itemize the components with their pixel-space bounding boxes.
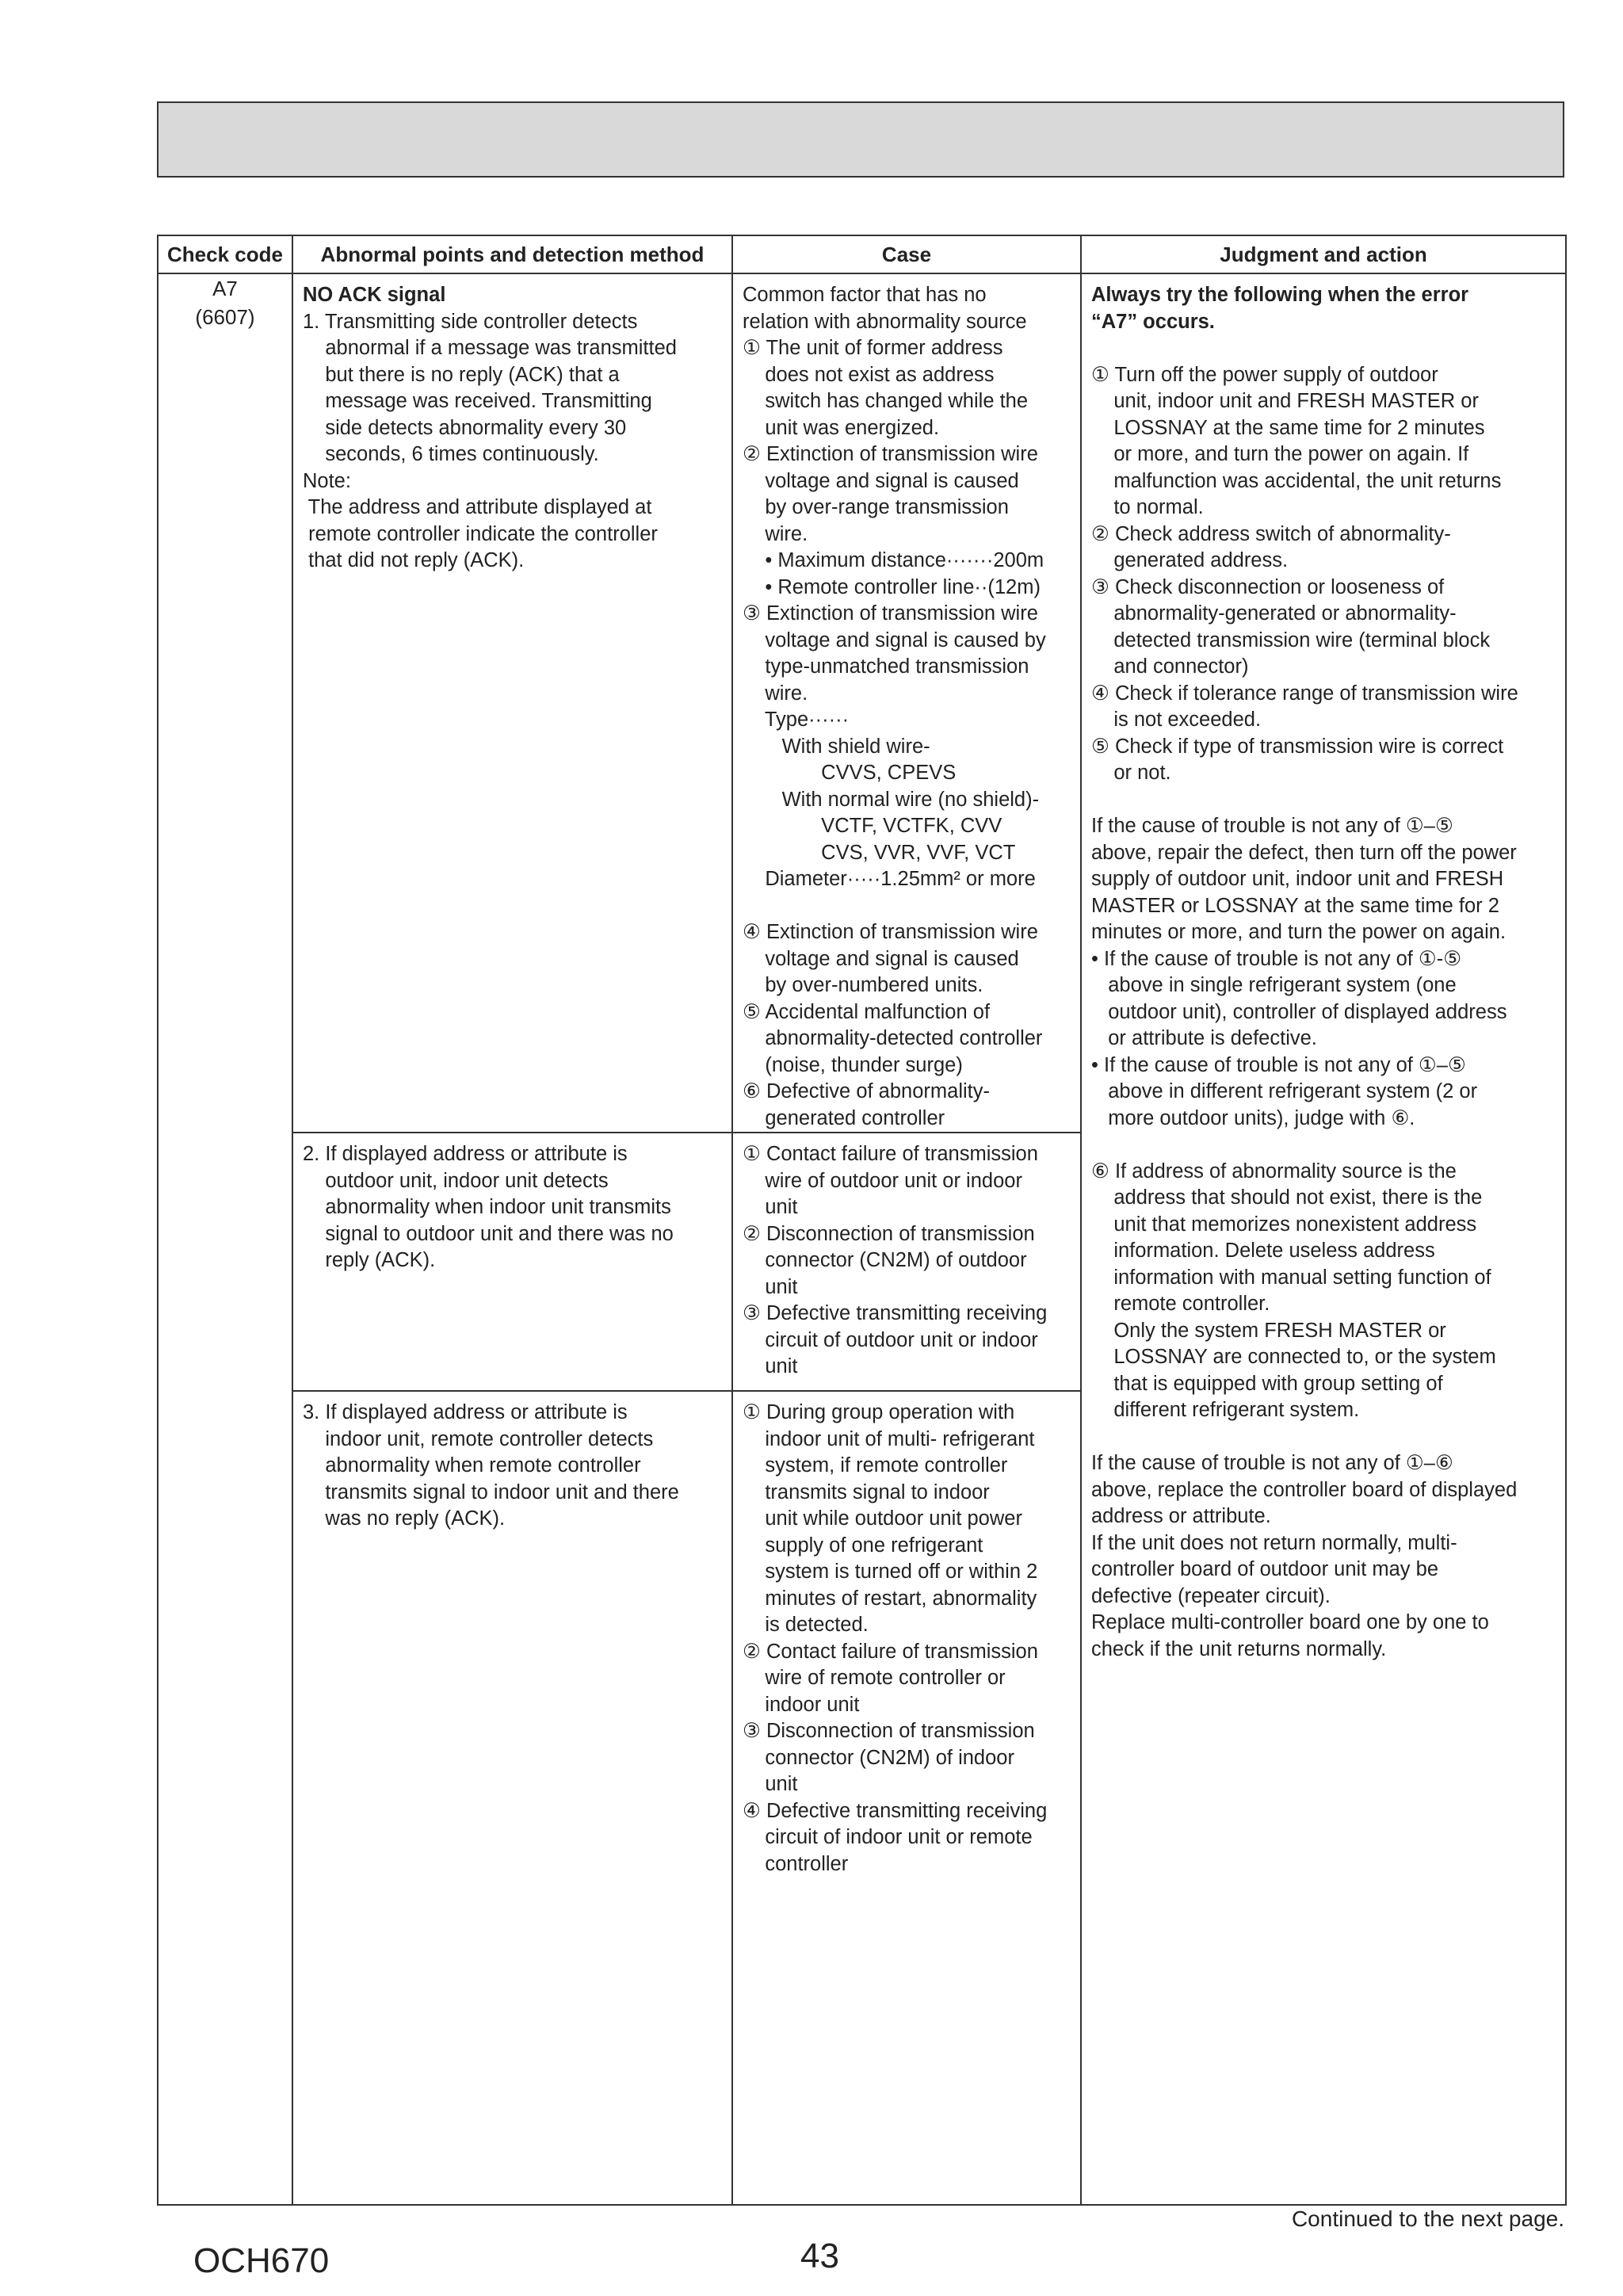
text-line: information with manual setting function of	[1091, 1266, 1491, 1289]
page-number: 43	[800, 2237, 839, 2275]
text-line: ④ Defective transmitting receiving	[743, 1799, 1048, 1822]
text-line: voltage and signal is caused	[743, 469, 1019, 492]
section-header-band	[157, 101, 1564, 178]
text-line: generated address.	[1091, 549, 1289, 571]
text-line: unit	[743, 1196, 798, 1218]
check-code-cell	[158, 273, 292, 2205]
text-line: does not exist as address	[743, 363, 995, 386]
text-line: unit that memorizes nonexistent address	[1091, 1213, 1477, 1236]
text-line	[743, 893, 1072, 920]
text-line: above in different refrigerant system (2 or	[1091, 1080, 1478, 1102]
case-block-1	[733, 274, 1080, 1132]
abnormal-cell-2	[292, 1133, 732, 1391]
text-line: CVS, VVR, VVF, VCT	[743, 841, 1016, 864]
header-case: Case	[732, 235, 1081, 273]
text-line: abnormal if a message was transmitted	[303, 337, 677, 359]
text-line: controller board of outdoor unit may be	[1091, 1558, 1439, 1580]
continued-note: Continued to the next page.	[1291, 2206, 1564, 2231]
text-line: reply (ACK).	[303, 1249, 436, 1271]
abnormal-cell-3	[292, 1391, 732, 2205]
text-line: or attribute is defective.	[1091, 1027, 1317, 1049]
text-line: “A7” occurs.	[1091, 310, 1215, 333]
text-line: seconds, 6 times continuously.	[303, 443, 599, 465]
abnormal-cell-1	[292, 273, 732, 1133]
text-line: unit, indoor unit and FRESH MASTER or	[1091, 390, 1479, 412]
text-line: circuit of outdoor unit or indoor	[743, 1328, 1038, 1351]
text-line: unit	[743, 1355, 798, 1377]
text-line: ② Check address switch of abnormality-	[1091, 522, 1451, 545]
text-line: system is turned off or within 2	[743, 1561, 1038, 1583]
case-cell-2	[732, 1133, 1081, 1391]
case-block-2	[733, 1133, 1080, 1381]
text-line: CVVS, CPEVS	[743, 762, 957, 784]
text-line: above, repair the defect, then turn off the power	[1091, 841, 1517, 864]
text-line: indoor unit	[743, 1693, 860, 1716]
text-line: ① The unit of former address	[743, 337, 1003, 359]
text-line: connector (CN2M) of indoor	[743, 1746, 1014, 1769]
text-line: ① Contact failure of transmission	[743, 1143, 1038, 1165]
text-line: system, if remote controller	[743, 1454, 1008, 1477]
text-line: outdoor unit), controller of displayed address	[1091, 1000, 1507, 1023]
text-line: ① During group operation with	[743, 1401, 1015, 1423]
text-line: switch has changed while the	[743, 390, 1029, 412]
case-cell-1	[732, 273, 1081, 1133]
text-line: • Maximum distance·······200m	[743, 549, 1044, 571]
text-line: unit was energized.	[743, 416, 940, 439]
text-line: voltage and signal is caused by	[743, 628, 1046, 651]
abnormal-block-1	[293, 274, 731, 575]
text-line: ⑥ If address of abnormality source is the	[1091, 1159, 1457, 1182]
text-line: Always try the following when the error	[1091, 284, 1469, 306]
judgment-block	[1082, 274, 1565, 1663]
text-line: circuit of indoor unit or remote	[743, 1826, 1033, 1848]
text-line: Only the system FRESH MASTER or	[1091, 1319, 1446, 1342]
abnormal-block-2	[293, 1133, 731, 1274]
error-code-table	[157, 235, 1567, 2206]
text-line: address or attribute.	[1091, 1505, 1271, 1527]
text-line: supply of outdoor unit, indoor unit and FRESH	[1091, 868, 1504, 890]
text-line: but there is no reply (ACK) that a	[303, 363, 620, 386]
text-line: transmits signal to indoor unit and there	[303, 1480, 679, 1503]
text-line: is not exceeded.	[1091, 709, 1262, 731]
text-line: 2. If displayed address or attribute is	[303, 1143, 628, 1165]
table-row	[158, 273, 1566, 1133]
text-line: ① Turn off the power supply of outdoor	[1091, 363, 1438, 386]
text-line: by over-range transmission	[743, 496, 1009, 518]
header-abnormal-points: Abnormal points and detection method	[292, 235, 732, 273]
text-line: malfunction was accidental, the unit returns	[1091, 469, 1502, 492]
text-line: If the unit does not return normally, multi-	[1091, 1531, 1457, 1554]
text-line: ④ Check if tolerance range of transmission wire	[1091, 682, 1518, 705]
text-line	[1091, 1424, 1557, 1451]
text-line: wire of remote controller or	[743, 1667, 1006, 1689]
text-line: minutes of restart, abnormality	[743, 1587, 1037, 1610]
text-line: was no reply (ACK).	[303, 1507, 506, 1530]
text-line: unit while outdoor unit power	[743, 1507, 1022, 1530]
text-line: transmits signal to indoor	[743, 1480, 990, 1503]
text-line: by over-numbered units.	[743, 974, 983, 996]
text-line: With shield wire-	[743, 735, 930, 758]
text-line: minutes or more, and turn the power on again.	[1091, 921, 1507, 943]
text-line: outdoor unit, indoor unit detects	[303, 1169, 609, 1192]
text-line: abnormality-generated or abnormality-	[1091, 602, 1457, 625]
text-line: (noise, thunder surge)	[743, 1053, 963, 1076]
text-line: abnormality when indoor unit transmits	[303, 1196, 671, 1218]
text-line: ③ Extinction of transmission wire	[743, 602, 1038, 625]
text-line: LOSSNAY at the same time for 2 minutes	[1091, 416, 1485, 439]
text-line: and connector)	[1091, 655, 1249, 678]
text-line: remote controller.	[1091, 1293, 1270, 1315]
text-line: generated controller	[743, 1106, 945, 1129]
text-line: • Remote controller line··(12m)	[743, 575, 1041, 598]
text-line: wire of outdoor unit or indoor	[743, 1169, 1022, 1192]
text-line: Common factor that has no	[743, 284, 987, 306]
text-line: information. Delete useless address	[1091, 1240, 1435, 1262]
text-line	[1091, 335, 1557, 362]
check-code-number: (6607)	[195, 305, 255, 329]
text-line: or not.	[1091, 762, 1171, 784]
text-line: to normal.	[1091, 496, 1204, 518]
text-line: ⑤ Check if type of transmission wire is correct	[1091, 735, 1504, 758]
text-line: check if the unit returns normally.	[1091, 1637, 1387, 1660]
text-line: side detects abnormality every 30	[303, 416, 627, 439]
text-line: detected transmission wire (terminal block	[1091, 628, 1491, 651]
text-line: is detected.	[743, 1614, 869, 1636]
text-line: ③ Check disconnection or looseness of	[1091, 575, 1445, 598]
text-line: indoor unit of multi- refrigerant	[743, 1427, 1035, 1450]
text-line: signal to outdoor unit and there was no	[303, 1222, 674, 1245]
text-line: controller	[743, 1852, 849, 1875]
text-line	[1091, 1132, 1557, 1159]
text-line: Diameter·····1.25mm² or more	[743, 868, 1036, 890]
judgment-body	[1091, 335, 1557, 1663]
text-line: MASTER or LOSSNAY at the same time for 2	[1091, 894, 1499, 917]
text-line: abnormality-detected controller	[743, 1027, 1043, 1049]
text-line: VCTF, VCTFK, CVV	[743, 815, 1002, 837]
text-line: ⑥ Defective of abnormality-	[743, 1080, 990, 1102]
header-judgment: Judgment and action	[1081, 235, 1566, 273]
text-line: indoor unit, remote controller detects	[303, 1427, 654, 1450]
text-line: ④ Extinction of transmission wire	[743, 921, 1038, 943]
text-line: connector (CN2M) of outdoor	[743, 1249, 1027, 1271]
text-line: 1. Transmitting side controller detects	[303, 310, 638, 333]
text-line: supply of one refrigerant	[743, 1534, 983, 1557]
text-line: • If the cause of trouble is not any of ①-⑤	[1091, 947, 1462, 970]
text-line: If the cause of trouble is not any of ①–⑤	[1091, 815, 1453, 837]
text-line: message was received. Transmitting	[303, 390, 652, 412]
case-cell-3	[732, 1391, 1081, 2205]
text-line: remote controller indicate the controller	[303, 522, 658, 545]
text-line: that did not reply (ACK).	[303, 549, 525, 571]
text-line: The address and attribute displayed at	[303, 496, 652, 518]
text-line: ② Contact failure of transmission	[743, 1640, 1038, 1663]
text-line: or more, and turn the power on again. If	[1091, 443, 1469, 465]
text-line: unit	[743, 1275, 798, 1298]
text-line: type-unmatched transmission	[743, 655, 1029, 678]
header-check-code: Check code	[158, 235, 292, 273]
text-line: above, replace the controller board of displayed	[1091, 1478, 1518, 1501]
text-line: ② Extinction of transmission wire	[743, 443, 1038, 465]
check-code: A7	[212, 277, 238, 300]
text-line: relation with abnormality source	[743, 310, 1027, 333]
text-line: abnormality when remote controller	[303, 1454, 641, 1477]
text-line: If the cause of trouble is not any of ①–⑥	[1091, 1452, 1453, 1474]
text-line: ③ Defective transmitting receiving	[743, 1302, 1048, 1324]
text-line: Type······	[743, 709, 850, 731]
judgment-heading	[1091, 282, 1557, 335]
text-line: 3. If displayed address or attribute is	[303, 1401, 628, 1423]
text-line: wire.	[743, 682, 808, 705]
text-line: unit	[743, 1773, 798, 1795]
text-line: voltage and signal is caused	[743, 947, 1019, 970]
text-line: different refrigerant system.	[1091, 1399, 1360, 1421]
text-line: wire.	[743, 522, 808, 545]
text-line: address that should not exist, there is the	[1091, 1186, 1483, 1209]
text-line: NO ACK signal	[303, 284, 446, 306]
abnormal-block-3	[293, 1392, 731, 1533]
text-line: ③ Disconnection of transmission	[743, 1720, 1035, 1742]
text-line: above in single refrigerant system (one	[1091, 974, 1457, 996]
text-line: more outdoor units), judge with ⑥.	[1091, 1106, 1415, 1129]
text-line: LOSSNAY are connected to, or the system	[1091, 1346, 1496, 1368]
document-code: OCH670	[193, 2241, 330, 2280]
text-line: Replace multi-controller board one by one to	[1091, 1611, 1489, 1633]
text-line	[1091, 787, 1557, 814]
judgment-cell	[1081, 273, 1566, 2205]
case-block-3	[733, 1392, 1080, 1878]
text-line: ② Disconnection of transmission	[743, 1222, 1035, 1245]
text-line: With normal wire (no shield)-	[743, 788, 1040, 811]
table-header-row	[158, 235, 1566, 273]
text-line: • If the cause of trouble is not any of ①–⑤	[1091, 1053, 1466, 1076]
text-line: defective (repeater circuit).	[1091, 1584, 1331, 1607]
text-line: ⑤ Accidental malfunction of	[743, 1000, 991, 1023]
text-line: that is equipped with group setting of	[1091, 1372, 1443, 1395]
text-line: Note:	[303, 469, 351, 492]
